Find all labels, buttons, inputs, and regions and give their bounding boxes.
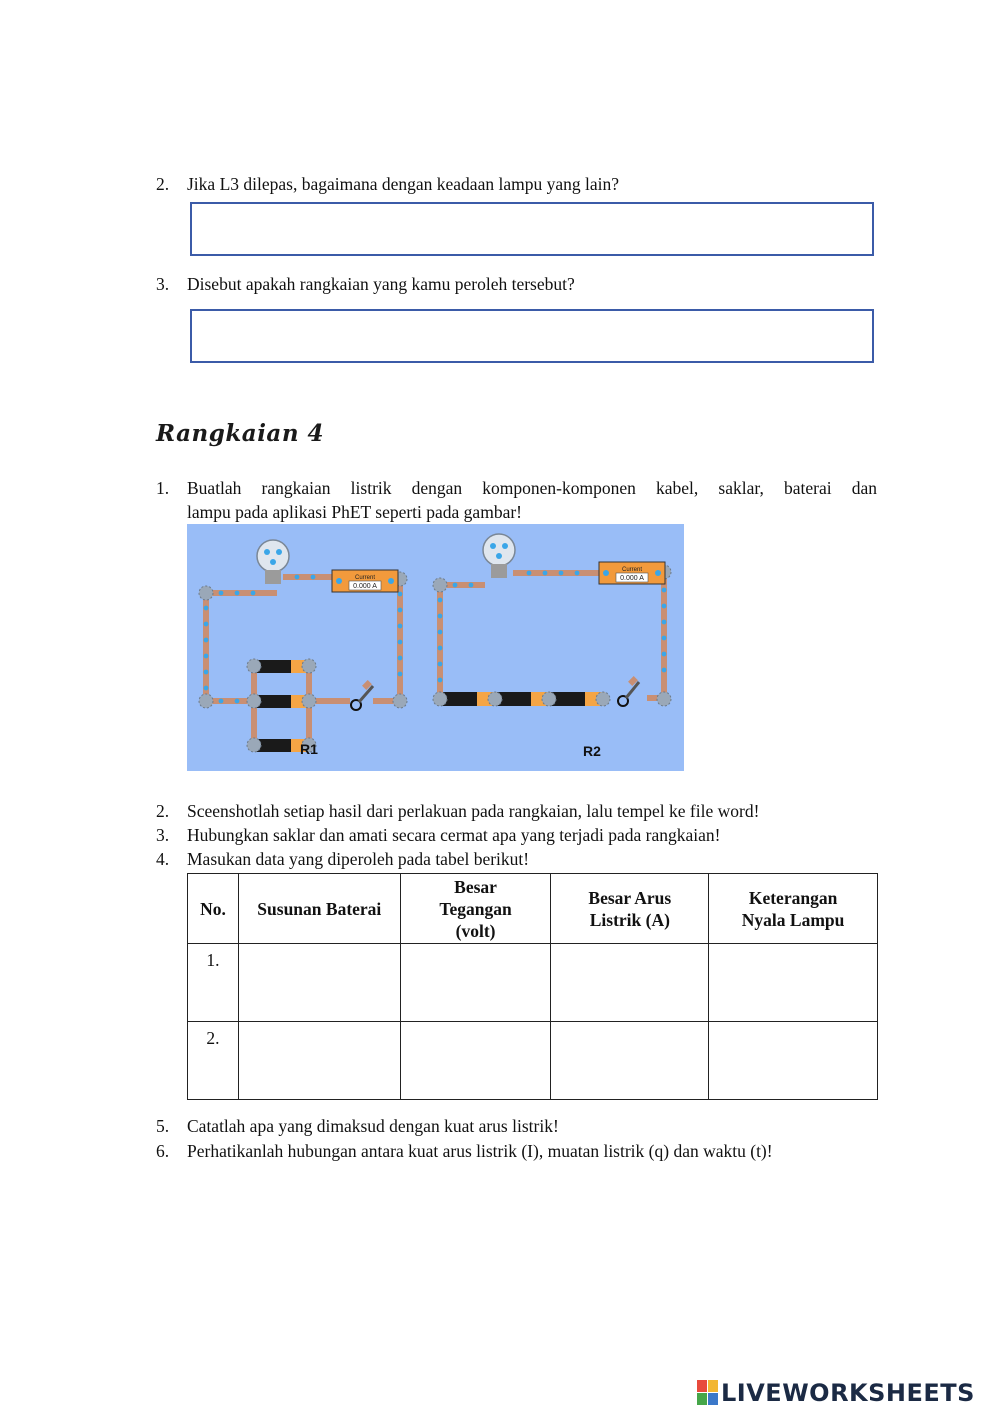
cell-keterangan[interactable] [709, 944, 878, 1022]
logo-blocks-icon [697, 1380, 719, 1406]
table-row [188, 1022, 878, 1100]
ammeter-value: 0.000 A [620, 575, 644, 582]
question-number: 3. [156, 274, 170, 294]
ammeter-title: Current [621, 567, 643, 573]
step-1-line-1: Buatlah rangkaian listrik dengan komponen-komponen kabel, saklar, baterai dan [187, 478, 877, 498]
ammeter [599, 562, 665, 584]
ammeter [332, 570, 398, 592]
header-no: No. [188, 874, 239, 944]
circuit-label-r1: R1 [300, 741, 318, 757]
table-row [188, 944, 878, 1022]
step-1-line-2: lampu pada aplikasi PhET seperti pada gambar! [187, 502, 522, 522]
row-number: 1. [188, 944, 239, 1022]
cell-susunan-baterai[interactable] [238, 944, 400, 1022]
ammeter-title: Current [354, 575, 376, 581]
cell-arus[interactable] [551, 1022, 709, 1100]
cell-tegangan[interactable] [400, 1022, 551, 1100]
logo-text: LIVEWORKSHEETS [721, 1379, 975, 1407]
question-text: Jika L3 dilepas, bagaimana dengan keadaan lampu yang lain? [187, 174, 619, 194]
table-header-row [188, 874, 878, 944]
wire [283, 574, 335, 580]
wire [203, 590, 277, 596]
wire [312, 698, 350, 704]
answer-box-question-2[interactable] [190, 202, 874, 256]
wire [513, 570, 599, 576]
data-table [187, 873, 878, 1100]
battery [255, 660, 309, 673]
header-susunan-baterai: Susunan Baterai [238, 874, 400, 944]
cell-arus[interactable] [551, 944, 709, 1022]
cell-tegangan[interactable] [400, 944, 551, 1022]
cell-keterangan[interactable] [709, 1022, 878, 1100]
question-text: Disebut apakah rangkaian yang kamu peroleh tersebut? [187, 274, 575, 294]
answer-box-question-3[interactable] [190, 309, 874, 363]
ammeter-value: 0.000 A [353, 583, 377, 590]
row-number: 2. [188, 1022, 239, 1100]
section-title: Rangkaian 4 [156, 420, 325, 447]
circuit-label-r2: R2 [583, 743, 601, 759]
liveworksheets-logo [697, 1378, 975, 1408]
question-number: 2. [156, 174, 170, 194]
header-besar-tegangan: Besar Tegangan (volt) [400, 874, 551, 944]
header-besar-arus: Besar Arus Listrik (A) [551, 874, 709, 944]
cell-susunan-baterai[interactable] [238, 1022, 400, 1100]
battery [255, 695, 309, 708]
circuit-diagram [187, 524, 684, 771]
header-keterangan: Keterangan Nyala Lampu [709, 874, 878, 944]
